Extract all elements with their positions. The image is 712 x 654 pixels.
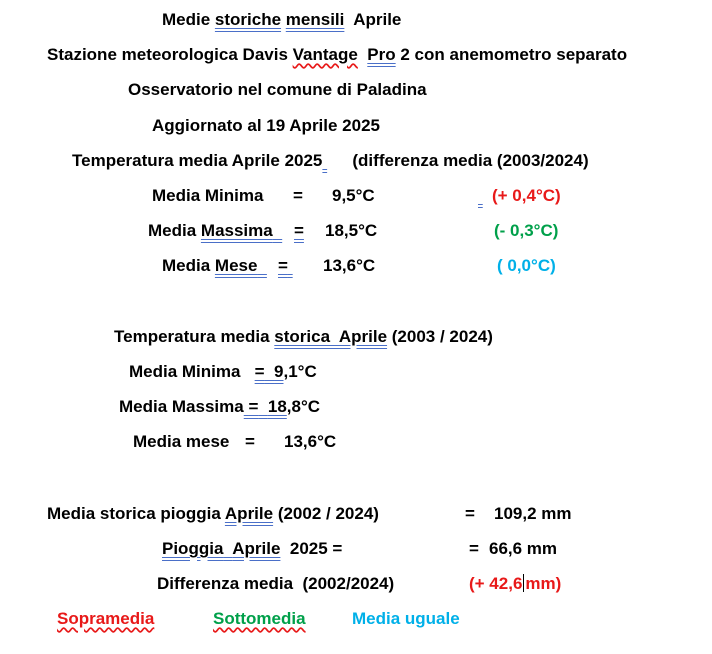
- current-month-eq: =: [278, 256, 288, 275]
- current-max-eq: =: [294, 221, 304, 240]
- current-min-diff: (+ 0,4°C): [492, 186, 561, 205]
- current-max-diff: (- 0,3°C): [494, 221, 559, 240]
- current-max-value: 18,5°C: [325, 221, 378, 240]
- rain-diff-value: (+ 42,6 mm): [469, 574, 562, 593]
- updated-line: Aggiornato al 19 Aprile 2025: [152, 116, 380, 135]
- current-month-value: 13,6°C: [323, 256, 376, 275]
- current-month-diff: ( 0,0°C): [497, 256, 556, 275]
- legend-equal: Media uguale: [352, 609, 460, 628]
- historical-month-label: Media mese: [133, 432, 230, 451]
- current-max-label: Media Massima: [148, 221, 273, 240]
- rain-historical-value: 109,2 mm: [494, 504, 572, 523]
- current-min-value: 9,5°C: [332, 186, 375, 205]
- legend-above: Sopramedia: [57, 609, 155, 628]
- observatory-line: Osservatorio nel comune di Paladina: [128, 80, 427, 99]
- current-month-label: Media Mese: [162, 256, 258, 275]
- current-heading: Temperatura media Aprile 2025 (differenza media (2003/2024): [72, 151, 589, 170]
- historical-month-eq: =: [245, 432, 255, 451]
- historical-max-row: Media Massima = 18,8°C: [119, 397, 321, 416]
- legend-below: Sottomedia: [213, 609, 306, 628]
- title: Medie storiche mensili Aprile: [162, 10, 402, 29]
- rain-historical-eq: =: [465, 504, 475, 523]
- rain-current-value: 66,6 mm: [489, 539, 558, 558]
- historical-min-row: Media Minima = 9,1°C: [129, 362, 317, 381]
- rain-diff-label: Differenza media (2002/2024): [157, 574, 395, 593]
- rain-historical-label: Media storica pioggia Aprile (2002 / 2024): [47, 504, 379, 523]
- historical-heading: Temperatura media storica Aprile (2003 / 2024): [114, 327, 493, 346]
- current-min-eq: =: [293, 186, 303, 205]
- rain-current-label: Pioggia Aprile 2025 =: [162, 539, 343, 558]
- station-line: Stazione meteorologica Davis Vantage Pro 2 con anemometro separato: [47, 45, 628, 64]
- historical-month-value: 13,6°C: [284, 432, 337, 451]
- rain-current-eq: =: [469, 539, 479, 558]
- current-min-label: Media Minima: [152, 186, 264, 205]
